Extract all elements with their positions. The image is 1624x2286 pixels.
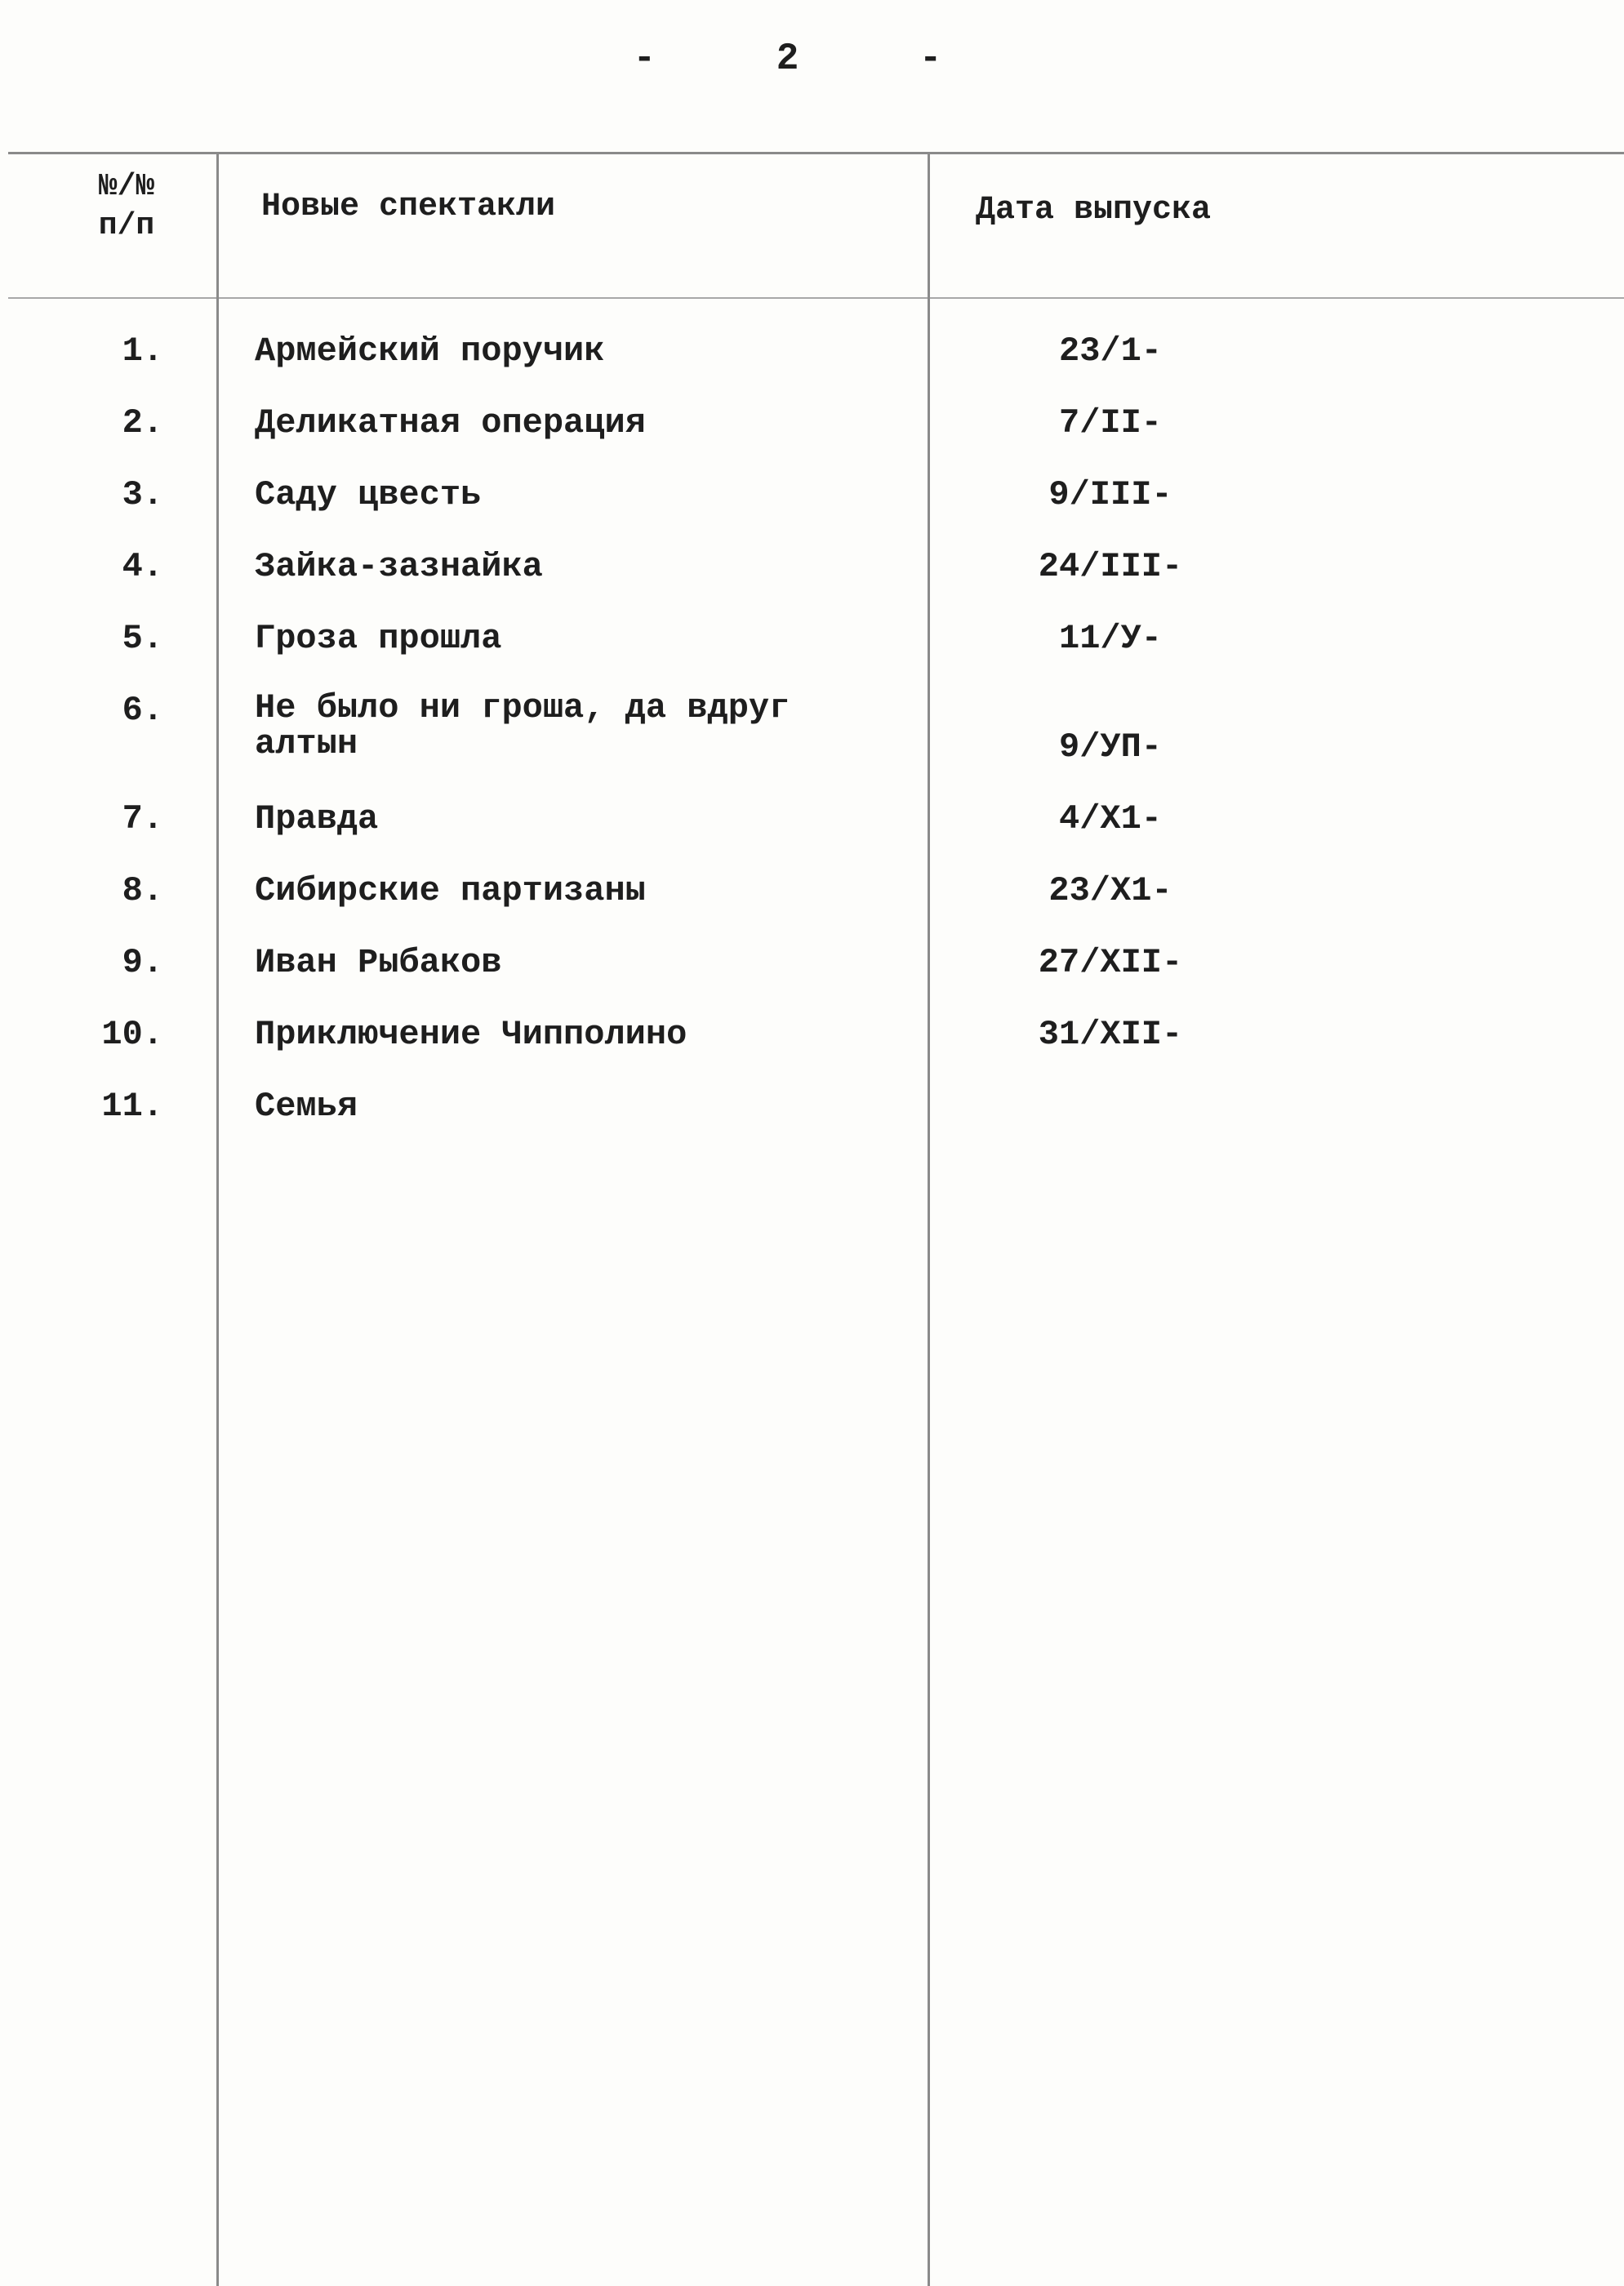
- row-date: 4/X1-: [1058, 799, 1163, 838]
- row-date: 9/III-: [1048, 475, 1172, 514]
- row-number: 6.: [122, 691, 163, 730]
- table-top-rule: [8, 152, 1624, 154]
- row-date: 23/X1-: [1048, 871, 1172, 910]
- row-date: 11/У-: [1058, 619, 1163, 658]
- row-title: Гроза прошла: [255, 619, 502, 658]
- row-date: 27/XII-: [1038, 943, 1183, 982]
- row-title: Семья: [255, 1087, 358, 1126]
- row-title: Иван Рыбаков: [255, 943, 502, 982]
- row-number: 10.: [101, 1015, 163, 1054]
- row-date: 23/1-: [1058, 331, 1163, 371]
- header-date: Дата выпуска: [976, 192, 1212, 229]
- row-number: 9.: [122, 943, 163, 982]
- row-date: 7/II-: [1058, 403, 1163, 443]
- column-divider-2: [928, 152, 930, 2286]
- row-number: 5.: [122, 619, 163, 658]
- row-title: Зайка-зазнайка: [255, 547, 543, 586]
- page-number: - 2 -: [633, 38, 991, 80]
- row-number: 11.: [101, 1087, 163, 1126]
- row-title: Не было ни гроша, да вдруг алтын: [255, 688, 790, 763]
- row-date: 24/III-: [1038, 547, 1183, 586]
- row-number: 7.: [122, 799, 163, 838]
- row-title: Правда: [255, 799, 379, 838]
- row-date: 31/XII-: [1038, 1015, 1183, 1054]
- column-divider-1: [216, 152, 219, 2286]
- row-number: 1.: [122, 331, 163, 371]
- row-date: 9/УП-: [1058, 727, 1163, 767]
- row-number: 8.: [122, 871, 163, 910]
- row-number: 4.: [122, 547, 163, 586]
- row-title: Деликатная операция: [255, 403, 646, 443]
- row-title: Саду цвесть: [255, 475, 482, 514]
- row-title: Приключение Чипполино: [255, 1015, 687, 1054]
- header-bottom-rule: [8, 297, 1624, 299]
- header-title: Новые спектакли: [261, 189, 556, 225]
- header-number: №/№ п/п: [98, 169, 155, 243]
- row-title: Армейский поручик: [255, 331, 605, 371]
- row-number: 3.: [122, 475, 163, 514]
- row-number: 2.: [122, 403, 163, 443]
- row-title: Сибирские партизаны: [255, 871, 646, 910]
